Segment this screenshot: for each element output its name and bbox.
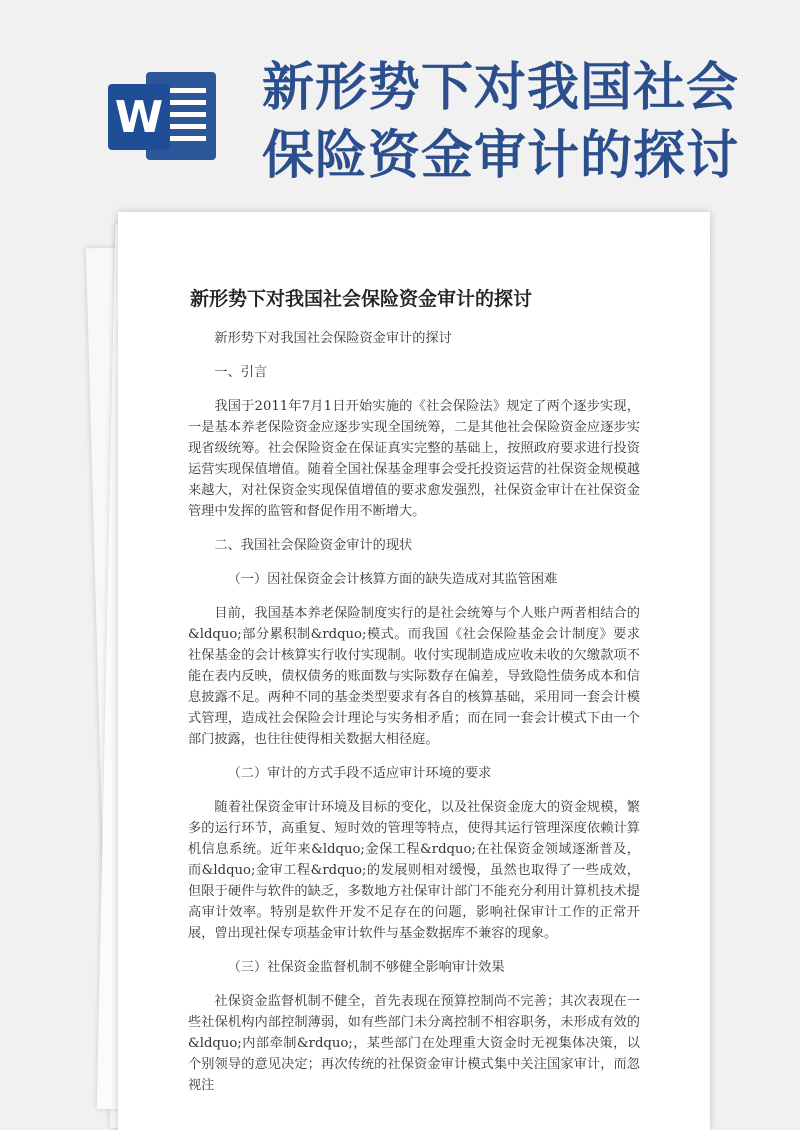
section-heading: 一、引言 — [214, 365, 268, 380]
banner-title: 新形势下对我国社会保险资金审计的探讨 — [262, 58, 740, 186]
word-icon — [108, 66, 218, 166]
document-body — [188, 328, 640, 1109]
section-heading: 新形势下对我国社会保险资金审计的探讨 — [214, 331, 452, 346]
paragraph: 社保资金监督机制不健全，首先表现在预算控制尚不完善；其次表现在一些社保机构内部控制薄弱，如有些部门未分离控制不相容职务，未形成有效的&ldquo;内部牵制&rdquo;，某些部门在处理重大资金时无视集体决策，以个别领导的意见决定；再次传统的社保资金审计模式集中关注国家审计，而忽视注 — [188, 994, 640, 1093]
word-icon-letter: W — [108, 84, 170, 150]
section-heading: （三）社保资金监督机制不够健全影响审计效果 — [227, 960, 505, 975]
section-heading: （一）因社保资金会计核算方面的缺失造成对其监管困难 — [227, 572, 558, 587]
banner — [0, 0, 800, 215]
document-title: 新形势下对我国社会保险资金审计的探讨 — [190, 288, 533, 310]
paragraph: 目前，我国基本养老保险制度实行的是社会统筹与个人账户两者相结合的&ldquo;部分累积制&rdquo;模式。而我国《社会保险基金会计制度》要求社保基金的会计核算实行收付实现制。收付实现制造成应收未收的欠缴款项不能在表内反映，债权债务的账面数与实际数存在偏差，导致隐性债务成本和信息披露不足。两种不同的基金类型要求有各自的核算基础，采用同一套会计模式管理，造成社会保险会计理论与实务相矛盾；而在同一套会计模式下由一个部门披露，也往往使得相关数据大相径庭。 — [188, 606, 640, 747]
document-page — [118, 212, 710, 1130]
paragraph: 我国于2011年7月1日开始实施的《社会保险法》规定了两个逐步实现，一是基本养老保险资金应逐步实现全国统筹，二是其他社会保险资金应逐步实现省级统筹。社会保险资金在保证真实完整的基础上，按照政府要求进行投资运营实现保值增值。随着全国社保基金理事会受托投资运营的社保资金规模越来越大，对社保资金实现保值增值的要求愈发强烈，社保资金审计在社保资金管理中发挥的监管和督促作用不断增大。 — [188, 399, 640, 519]
paragraph: 随着社保资金审计环境及目标的变化，以及社保资金庞大的资金规模，繁多的运行环节，高重复、短时效的管理等特点，使得其运行管理深度依赖计算机信息系统。近年来&ldquo;金保工程&rdquo;在社保资金领域逐渐普及，而&ldquo;金审工程&rdquo;的发展则相对缓慢，虽然也取得了一些成效，但限于硬件与软件的缺乏，多数地方社保审计部门不能充分利用计算机技术提高审计效率。特别是软件开发不足存在的问题，影响社保审计工作的正常开展，曾出现社保专项基金审计软件与基金数据库不兼容的现象。 — [188, 800, 640, 941]
section-heading: 二、我国社会保险资金审计的现状 — [214, 538, 413, 553]
section-heading: （二）审计的方式手段不适应审计环境的要求 — [227, 766, 492, 781]
